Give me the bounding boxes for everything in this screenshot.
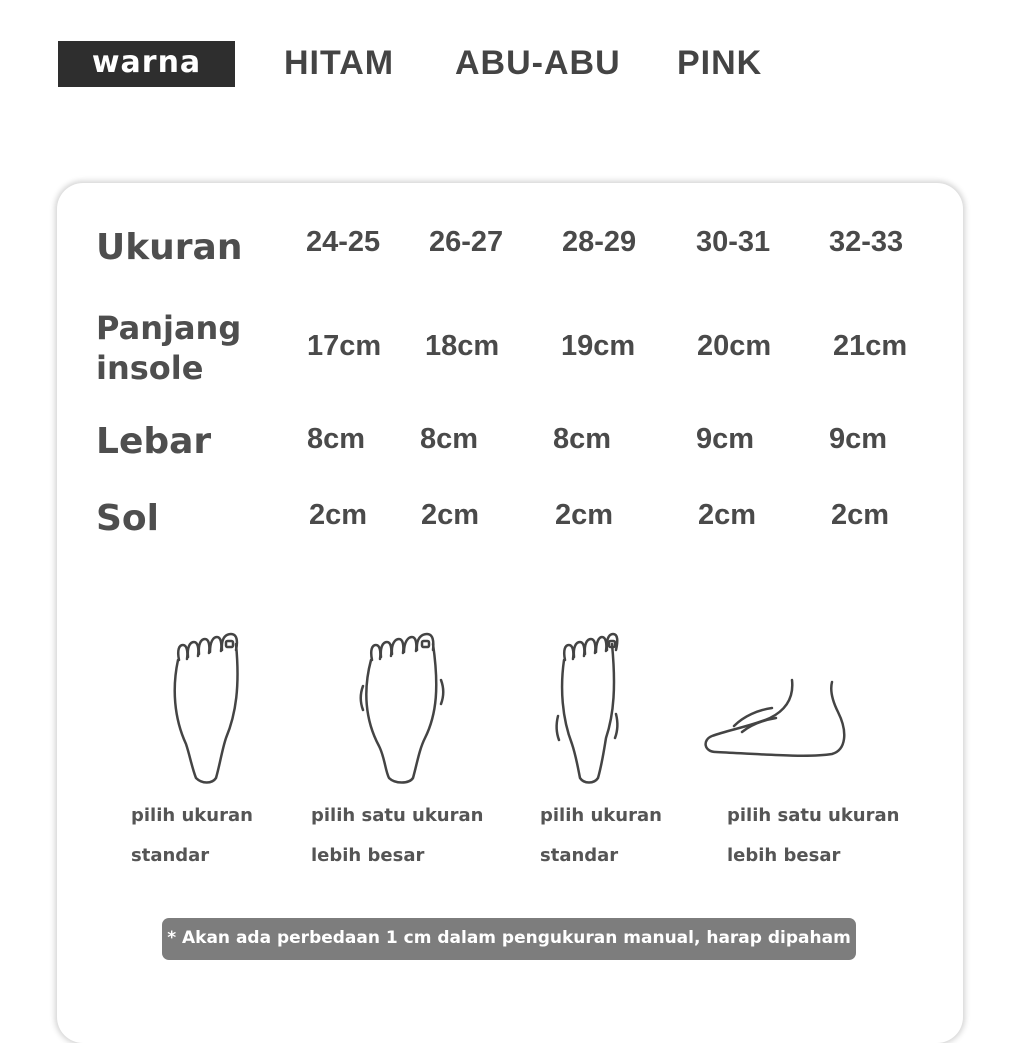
caption-line: pilih ukuran (131, 805, 253, 826)
narrow-foot-icon (552, 630, 632, 790)
sole-cell: 2cm (421, 499, 480, 531)
measurement-note: * Akan ada perbedaan 1 cm dalam pengukuran manual, harap dipaham (162, 918, 856, 960)
insole-length-cell: 18cm (425, 330, 500, 362)
sole-cell: 2cm (309, 499, 368, 531)
width-cell: 9cm (696, 423, 755, 455)
width-cell: 8cm (420, 423, 479, 455)
color-label: warna (58, 41, 235, 87)
color-option-abu-abu: ABU-ABU (455, 44, 621, 82)
row-label-panjang-insole (96, 308, 241, 388)
caption-line: standar (131, 845, 210, 866)
standard-foot-icon (160, 630, 260, 790)
caption-line: pilih satu ukuran (311, 805, 484, 826)
row-label-ukuran: Ukuran (96, 227, 243, 268)
color-option-pink: PINK (677, 44, 763, 82)
high-arch-foot-icon (698, 672, 858, 762)
row-label-line: insole (96, 349, 204, 387)
row-label-line: Panjang (96, 309, 242, 347)
color-options-bar (0, 0, 1024, 120)
width-cell: 9cm (829, 423, 888, 455)
caption-line: standar (540, 845, 619, 866)
size-cell: 24-25 (306, 226, 381, 258)
foot-caption-narrow (540, 796, 662, 876)
caption-line: lebih besar (311, 845, 425, 866)
color-option-hitam: HITAM (284, 44, 395, 82)
insole-length-cell: 21cm (833, 330, 908, 362)
size-cell: 28-29 (562, 226, 637, 258)
caption-line: pilih ukuran (540, 805, 662, 826)
insole-length-cell: 20cm (697, 330, 772, 362)
row-label-sol: Sol (96, 498, 159, 539)
row-label-lebar: Lebar (96, 421, 212, 462)
wide-foot-icon (355, 630, 455, 790)
insole-length-cell: 19cm (561, 330, 636, 362)
caption-line: lebih besar (727, 845, 841, 866)
size-cell: 30-31 (696, 226, 771, 258)
sole-cell: 2cm (698, 499, 757, 531)
width-cell: 8cm (307, 423, 366, 455)
sole-cell: 2cm (831, 499, 890, 531)
size-cell: 26-27 (429, 226, 504, 258)
insole-length-cell: 17cm (307, 330, 382, 362)
foot-caption-standard (131, 796, 253, 876)
size-cell: 32-33 (829, 226, 904, 258)
sole-cell: 2cm (555, 499, 614, 531)
caption-line: pilih satu ukuran (727, 805, 900, 826)
foot-caption-high-arch (727, 796, 899, 876)
foot-caption-wide (311, 796, 483, 876)
width-cell: 8cm (553, 423, 612, 455)
